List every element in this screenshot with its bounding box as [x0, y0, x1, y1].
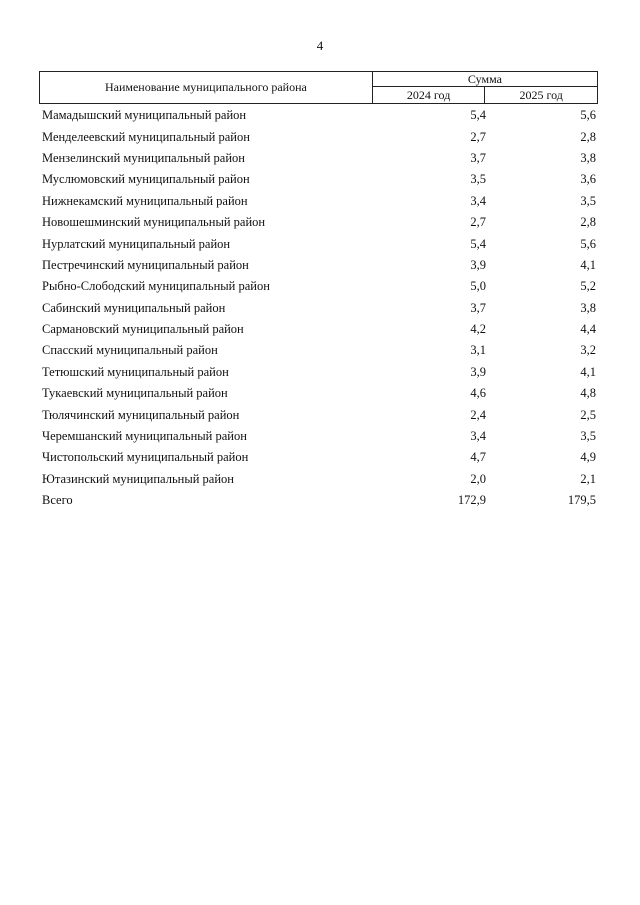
value-2025: 3,6	[580, 172, 596, 187]
value-2024: 5,4	[470, 236, 486, 251]
district-name: Черемшанский муниципальный район	[42, 429, 247, 444]
value-2025: 4,1	[580, 257, 596, 272]
value-2024: 2,4	[470, 407, 486, 422]
value-2025: 5,2	[580, 279, 596, 294]
value-2024: 3,4	[470, 193, 486, 208]
value-2025: 2,8	[580, 129, 596, 144]
total-2024: 172,9	[457, 493, 486, 508]
value-2025: 3,8	[580, 300, 596, 315]
value-2024: 3,7	[470, 150, 486, 165]
district-name: Рыбно-Слободский муниципальный район	[42, 279, 270, 294]
district-name: Спасский муниципальный район	[42, 343, 218, 358]
district-name: Тюлячинский муниципальный район	[42, 407, 240, 422]
districts-table	[39, 71, 599, 511]
value-2024: 3,5	[470, 172, 486, 187]
value-2024: 4,2	[470, 322, 486, 337]
table-row	[39, 255, 599, 276]
value-2025: 4,4	[580, 322, 596, 337]
district-name: Сабинский муниципальный район	[42, 300, 226, 315]
total-row	[39, 490, 599, 511]
total-label: Всего	[42, 493, 73, 508]
district-name: Мензелинский муниципальный район	[42, 150, 245, 165]
table-row	[39, 105, 599, 126]
value-2025: 4,8	[580, 386, 596, 401]
table-row	[39, 191, 599, 212]
table-row	[39, 383, 599, 404]
table-row	[39, 362, 599, 383]
table-header	[39, 71, 598, 104]
value-2025: 5,6	[580, 236, 596, 251]
value-2024: 3,7	[470, 300, 486, 315]
value-2025: 2,8	[580, 215, 596, 230]
district-name: Муслюмовский муниципальный район	[42, 172, 250, 187]
table-row	[39, 340, 599, 361]
table-row	[39, 426, 599, 447]
value-2024: 3,9	[470, 364, 486, 379]
district-name: Чистопольский муниципальный район	[42, 450, 249, 465]
header-year-2025: 2025 год	[485, 87, 598, 104]
value-2024: 3,1	[470, 343, 486, 358]
value-2024: 4,7	[470, 450, 486, 465]
district-name: Менделеевский муниципальный район	[42, 129, 250, 144]
value-2025: 2,5	[580, 407, 596, 422]
page-number: 4	[316, 38, 324, 53]
value-2024: 4,6	[470, 386, 486, 401]
table-row	[39, 469, 599, 490]
value-2025: 3,8	[580, 150, 596, 165]
value-2025: 3,2	[580, 343, 596, 358]
header-district-name: Наименование муниципального района	[40, 72, 373, 104]
header-sum: Сумма	[372, 72, 597, 87]
table-row	[39, 169, 599, 190]
total-2025: 179,5	[567, 493, 596, 508]
value-2025: 4,9	[580, 450, 596, 465]
table-row	[39, 404, 599, 425]
district-name: Мамадышский муниципальный район	[42, 108, 247, 123]
value-2025: 3,5	[580, 429, 596, 444]
value-2024: 2,7	[470, 129, 486, 144]
table-body	[39, 105, 599, 511]
table-row	[39, 298, 599, 319]
table-row	[39, 276, 599, 297]
table-row	[39, 447, 599, 468]
value-2024: 5,4	[470, 108, 486, 123]
table-row	[39, 233, 599, 254]
value-2024: 3,9	[470, 257, 486, 272]
district-name: Тукаевский муниципальный район	[42, 386, 228, 401]
district-name: Нижнекамский муниципальный район	[42, 193, 248, 208]
value-2025: 5,6	[580, 108, 596, 123]
value-2024: 3,4	[470, 429, 486, 444]
district-name: Тетюшский муниципальный район	[42, 364, 229, 379]
district-name: Сармановский муниципальный район	[42, 322, 244, 337]
value-2025: 2,1	[580, 471, 596, 486]
header-year-2024: 2024 год	[372, 87, 485, 104]
table-row	[39, 319, 599, 340]
table-row	[39, 212, 599, 233]
district-name: Ютазинский муниципальный район	[42, 471, 234, 486]
value-2024: 2,7	[470, 215, 486, 230]
district-name: Нурлатский муниципальный район	[42, 236, 231, 251]
district-name: Пестречинский муниципальный район	[42, 257, 249, 272]
table-row	[39, 126, 599, 147]
district-name: Новошешминский муниципальный район	[42, 215, 266, 230]
value-2024: 2,0	[470, 471, 486, 486]
value-2025: 4,1	[580, 364, 596, 379]
table-row	[39, 148, 599, 169]
value-2024: 5,0	[470, 279, 486, 294]
value-2025: 3,5	[580, 193, 596, 208]
